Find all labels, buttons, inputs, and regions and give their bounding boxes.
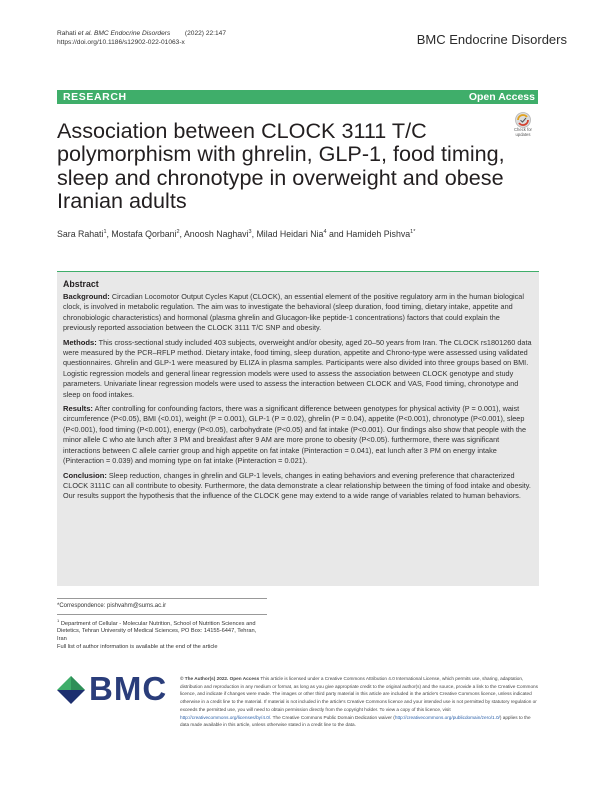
correspondence[interactable]: *Correspondence: pishvahm@sums.ac.ir <box>57 603 167 609</box>
section-band <box>57 90 538 104</box>
article-title: Association between CLOCK 3111 T/C polymorphism with ghrelin, GLP-1, food timing, sleep and chronotype in overweight and obese Iranian adults <box>57 118 505 214</box>
author-affil-sup: 3 <box>248 229 252 236</box>
author-affil-sup: 1 <box>103 229 107 236</box>
author-affil-sup: 2 <box>176 229 180 236</box>
abstract-heading: Abstract <box>63 279 99 289</box>
abstract-background: Background: Circadian Locomotor Output Cycles Kaput (CLOCK), an essential element of the positive regulatory arm in the human biological clock, is involved in metabolic regulation. The aim was to investigate the behavioral (sleep duration, food timing, dietary intake, appetite and chronobiologic characteristics) and hormonal (plasma ghrelin and Glucagon-like peptide-1 concentrations) factors that could explain the previously reported association between the CLOCK 3111 T/C SNP and obesity. <box>63 292 524 333</box>
author-name[interactable]: Anoosh Naghavi <box>183 229 249 239</box>
citation-line <box>57 29 226 38</box>
abstract-methods: Methods: This cross-sectional study included 403 subjects, overweight and/or obesity, aged 20–50 years from Iran. The CLOCK rs1801260 data were measured by the PCR–RFLP method. Dietary intake, food timing, sleep duration, appetite and Chrono-type were assessed using validated questionnaires. Ghrelin and GLP-1 were measured by ELIZA in plasma samples. Participants were also divided into three groups based on BMI. Logistic regression models and general linear regression models were used to assess the association between CLOCK genotype and study parameters. Univariate linear regression models were used to assess the interaction between CLOCK and VAS, Food timing, chronotype and sleep on food intakes. <box>63 337 532 399</box>
bmc-logo-text: BMC <box>89 670 168 707</box>
author-name[interactable]: Milad Heidari Nia <box>256 229 324 239</box>
author-name[interactable]: Hamideh Pishva <box>346 229 411 239</box>
bmc-logo-mark-icon <box>57 672 87 708</box>
license-text: © The Author(s) 2022. Open Access This article is licensed under a Creative Commons Attribution 4.0 International License, which permits use, sharing, adaptation, distribution and reproduction in any medium or format, as long as you give appropriate credit to the original author(s) and the source, provide a link to the Creative Commons licence, and indicate if changes were made. The images or other third party material in this article are included in the article's Creative Commons licence, unless indicated otherwise in a credit line to the material. If material is not included in the article's Creative Commons licence and your intended use is not permitted by statutory regulation or exceeds the permitted use, you will need to obtain permission directly from the copyright holder. To view a copy of this licence, visit http://creativecommons.org/licenses/by/4.0/. The Creative Commons Public Domain Dedication waiver (http://creativecommons.org/publicdomain/zero/1.0/) applies to the data made available in this article, unless otherwise stated in a credit line to the data. <box>180 676 539 728</box>
citation-etal: et al. BMC Endocrine Disorders <box>77 30 171 37</box>
author-affil-sup: 4 <box>323 229 327 236</box>
footnote-divider <box>57 598 267 599</box>
badge-line1: Check for <box>514 127 532 132</box>
footnote-divider <box>57 614 267 615</box>
journal-name: BMC Endocrine Disorders <box>416 32 567 47</box>
abstract-results: Results: After controlling for confounding factors, there was a significant difference between genotypes for physical activity (P = 0.001), waist circumference (P<0.05), BMI (<0.01), weight (P = 0.001), GLP-1 (P = 0.02), ghrelin (P = 0.04), appetite (P<0.001), chronotype (P<0.001), sleep (P<0.001), food timing (P<0.001), energy (P<0.05), carbohydrate (P<0.05) and fat intake (P<0.001). Our findings also show that people with the minor allele C who ate lunch after 3 PM and breakfast after 9 AM are more prone to obesity (P<0.05). furthermore, there was significant interactions between C allele carrier group and high appetite on fat intake (Pinteraction = 0.041), eat lunch after 3 PM on energy intake (Pinteraction = 0.039) and morning type on fat intake (Pinteraction = 0.021). <box>63 404 527 466</box>
affiliation-block <box>57 617 267 651</box>
citation-author: Rahati <box>57 30 77 37</box>
badge-line2: updates <box>515 131 531 137</box>
abstract-box <box>57 271 539 586</box>
open-access-label: Open Access <box>468 91 535 103</box>
author-info-note: Full list of author information is available at the end of the article <box>57 643 218 650</box>
author-name[interactable]: Mostafa Qorbani <box>111 229 177 239</box>
section-label: RESEARCH <box>63 91 127 103</box>
abstract-conclusion: Conclusion: Sleep reduction, changes in ghrelin and GLP-1 levels, changes in eating behaviors and evening preference that characterized CLOCK 3111C can all contribute to obesity. Furthermore, the data demonstrate a clear relationship between the timing of food intake and obesity. Our results support the hypothesis that the influence of the CLOCK gene may extend to a wide range of variables related to human behaviors. <box>63 470 531 501</box>
doi-link[interactable]: https://doi.org/10.1186/s12902-022-01063-x <box>57 39 185 46</box>
cc-zero-link[interactable]: http://creativecommons.org/publicdomain/zero/1.0/ <box>394 714 500 720</box>
citation-year: (2022) 22:147 <box>184 30 226 37</box>
running-header <box>57 29 226 47</box>
check-for-updates-badge[interactable] <box>508 112 538 142</box>
affiliation: $^1$ Department of Cellular - Molecular Nutrition, School of Nutrition Sciences and Dietetics, Tehran University of Medical Sciences, PO Box: 14155-6447, Tehran, Iran <box>57 618 257 643</box>
cc-by-link[interactable]: http://creativecommons.org/licenses/by/4.0/ <box>180 714 271 720</box>
author-list: Sara Rahati$^1$, Mostafa Qorbani$^2$, Anoosh Naghavi$^3$, Milad Heidari Nia$^4$ and Hamideh Pishva$^{1*}$ <box>57 229 416 239</box>
author-affil-sup: 1* <box>410 229 416 236</box>
bmc-logo <box>57 670 177 710</box>
author-name[interactable]: Sara Rahati <box>57 229 104 239</box>
